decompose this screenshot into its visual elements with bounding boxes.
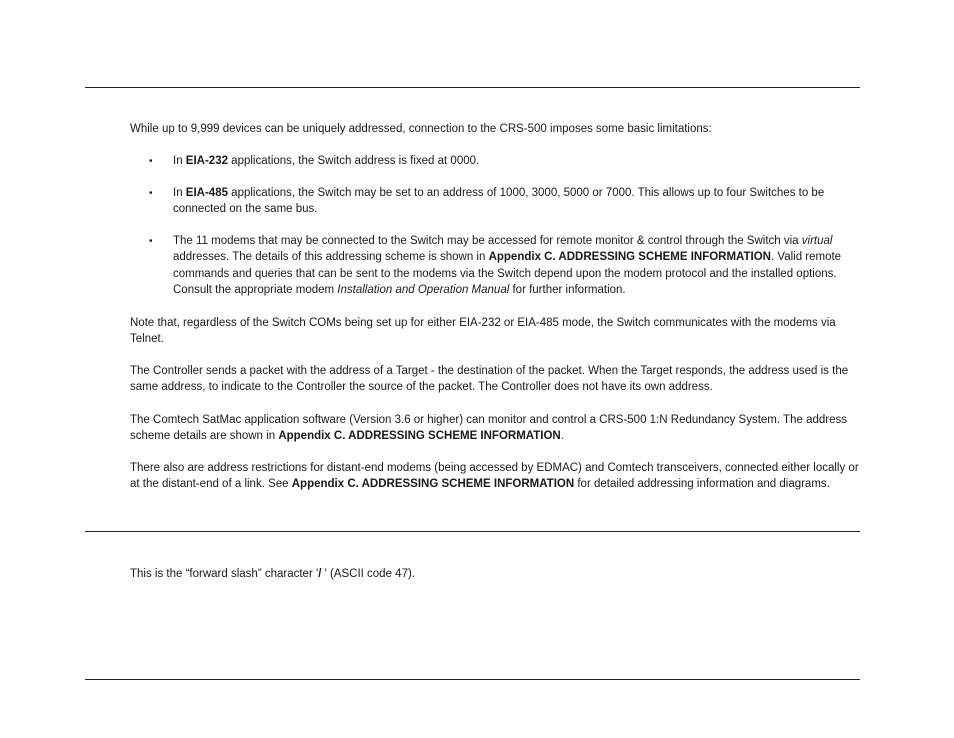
bullet-marker: • [149, 236, 153, 247]
intro-paragraph: While up to 9,999 devices can be uniquely addressed, connection to the CRS-500 imposes some basic limitations: [130, 123, 712, 135]
bullet-eia485: In EIA-485 applications, the Switch may be set to an address of 1000, 3000, 5000 or 7000. This allows up to four Switches to be connected on the same bus. [173, 187, 825, 216]
bullet-eia232: In EIA-232 applications, the Switch address is fixed at 0000. [173, 155, 480, 167]
forward-slash-paragraph: This is the “forward slash” character '/ ' (ASCII code 47). [130, 568, 415, 580]
bullet-marker: • [149, 156, 153, 167]
satmac-paragraph: The Comtech SatMac application software (Version 3.6 or higher) can monitor and control a CRS-500 1:N Redundancy System. The address scheme details are shown in Appendix C. ADDRESSING SCHEME INFORMATION. [130, 414, 847, 443]
controller-paragraph: The Controller sends a packet with the address of a Target - the destination of the packet. When the Target responds, the address used is the same address, to indicate to the Controller the source of the packet. The Controller does not have its own address. [130, 365, 849, 394]
bullet-modems: The 11 modems that may be connected to the Switch may be accessed for remote monitor & control through the Switch via virtual addresses. The details of this addressing scheme is shown in Appendix C. ADDRESSING SCHEME INFORMATION. Valid remote commands and queries that can be sent to the modems via the Switch depend upon the modem protocol and the installed options. Consult the appropriate modem Installation and Operation Manual for further information. [173, 235, 842, 296]
top-divider [85, 87, 860, 88]
bottom-divider [85, 679, 860, 680]
distant-end-paragraph: There also are address restrictions for distant-end modems (being accessed by EDMAC) and Comtech transceivers, connected either locally or at the distant-end of a link. See Appendix C. ADDRESSING SCHEME INFORMATION for detailed addressing information and diagrams. [130, 462, 859, 491]
middle-divider [85, 531, 860, 532]
note-paragraph: Note that, regardless of the Switch COMs being set up for either EIA-232 or EIA-485 mode, the Switch communicates with the modems via Telnet. [130, 317, 836, 346]
bullet-marker: • [149, 188, 153, 199]
